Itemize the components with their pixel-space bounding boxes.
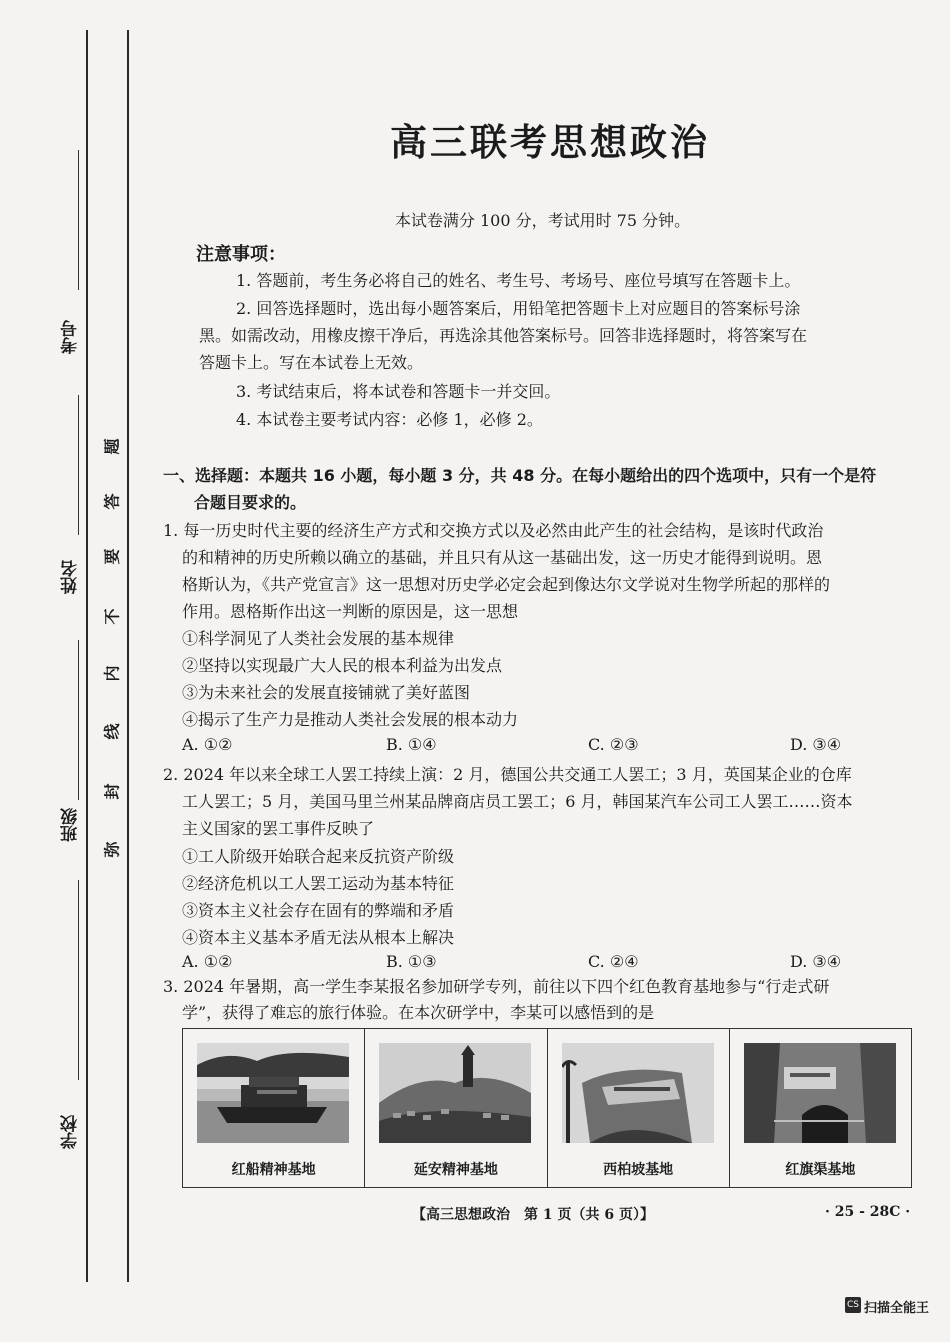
q2-option-b[interactable]: B. ①③ — [386, 952, 437, 971]
q3-image-cell — [730, 1029, 911, 1187]
q1-option-b[interactable]: B. ①④ — [386, 735, 437, 754]
name-line — [78, 395, 79, 535]
section-heading: 一、选择题：本题共 16 小题，每小题 3 分，共 48 分。在每小题给出的四个选项中，只有一个是符 — [163, 466, 877, 485]
q1-stem: 的和精神的历史所赖以确立的基础，并且只有从这一基础出发，这一历史才能得到说明。恩 — [182, 548, 823, 567]
seal-warning-char: 封 — [102, 783, 122, 800]
q1-option-a[interactable]: A. ①② — [182, 735, 233, 754]
red-boat-photo-icon — [197, 1043, 349, 1143]
q3-stem: 3. 2024 年暑期，高一学生李某报名参加研学专列，前往以下四个红色教育基地参与“行走式研 — [163, 977, 830, 996]
name-label: 姓名 — [61, 560, 81, 594]
q3-image-caption: 延安精神基地 — [413, 1162, 498, 1178]
q1-item: ④揭示了生产力是推动人类社会发展的根本动力 — [182, 710, 519, 729]
notice-line: 4. 本试卷主要考试内容：必修 1，必修 2。 — [236, 410, 543, 429]
notice-line: 2. 回答选择题时，选出每小题答案后，用铅笔把答题卡上对应题目的答案标号涂 — [236, 299, 801, 318]
q1-item: ②坚持以实现最广大人民的根本利益为出发点 — [182, 656, 503, 675]
seal-warning-char: 题 — [102, 438, 122, 455]
q2-option-d[interactable]: D. ③④ — [790, 952, 842, 971]
notice-line: 答题卡上。写在本试卷上无效。 — [199, 353, 424, 372]
seal-warning-char: 弥 — [102, 841, 122, 858]
seal-warning-char: 要 — [102, 548, 122, 565]
q3-image-cell — [183, 1029, 365, 1187]
seal-warning-char: 线 — [102, 723, 122, 740]
xibaipo-stone-photo-icon — [562, 1043, 714, 1143]
q2-item: ②经济危机以工人罢工运动为基本特征 — [182, 874, 455, 893]
q3-image-caption: 红船精神基地 — [231, 1162, 316, 1178]
q2-item: ①工人阶级开始联合起来反抗资产阶级 — [182, 847, 455, 866]
q2-stem: 工人罢工；5 月，美国马里兰州某品牌商店员工罢工；6 月，韩国某汽车公司工人罢工……资本 — [182, 792, 853, 811]
yanan-pagoda-photo-icon — [379, 1043, 531, 1143]
scanner-watermark: 扫描全能王 — [864, 1301, 930, 1316]
q3-image-strip — [182, 1028, 912, 1188]
notice-heading: 注意事项： — [196, 244, 286, 265]
q1-options — [182, 735, 862, 761]
q2-option-a[interactable]: A. ①② — [182, 952, 233, 971]
q2-item: ③资本主义社会存在固有的弊端和矛盾 — [182, 901, 455, 920]
q2-stem: 主义国家的罢工事件反映了 — [182, 819, 375, 838]
page-title: 高三联考思想政治 — [390, 121, 710, 164]
notice-line: 1. 答题前，考生务必将自己的姓名、考生号、考场号、座位号填写在答题卡上。 — [236, 271, 801, 290]
q1-item: ③为未来社会的发展直接铺就了美好蓝图 — [182, 683, 471, 702]
q3-image-caption: 西柏坡基地 — [603, 1162, 674, 1178]
section-heading-cont: 合题目要求的。 — [194, 493, 307, 512]
q1-option-c[interactable]: C. ②③ — [588, 735, 639, 754]
q3-stem: 学”，获得了难忘的旅行体验。在本次研学中，李某可以感悟到的是 — [182, 1003, 655, 1022]
q3-image-cell — [548, 1029, 730, 1187]
q1-option-d[interactable]: D. ③④ — [790, 735, 842, 754]
q1-stem: 1. 每一历史时代主要的经济生产方式和交换方式以及必然由此产生的社会结构，是该时代政治 — [163, 521, 824, 540]
class-label: 班级 — [61, 808, 81, 842]
q3-image-caption: 红旗渠基地 — [785, 1162, 856, 1178]
school-label: 学校 — [61, 1115, 81, 1149]
q3-image-cell — [365, 1029, 547, 1187]
q1-stem: 作用。恩格斯作出这一判断的原因是，这一思想 — [182, 602, 519, 621]
notice-line: 黑。如需改动，用橡皮擦干净后，再选涂其他答案标号。回答非选择题时，将答案写在 — [199, 326, 808, 345]
exam-info: 本试卷满分 100 分，考试用时 75 分钟。 — [394, 211, 691, 230]
exam-number-label: 考号 — [61, 320, 81, 354]
seal-warning-char: 答 — [102, 493, 122, 510]
seal-warning-char: 不 — [102, 608, 122, 625]
q1-stem: 格斯认为，《共产党宣言》这一思想对历史学必定会起到像达尔文学说对生物学所起的那样的 — [182, 575, 831, 594]
notice-line: 3. 考试结束后，将本试卷和答题卡一并交回。 — [236, 382, 561, 401]
q1-item: ①科学洞见了人类社会发展的基本规律 — [182, 629, 455, 648]
school-line — [78, 880, 79, 1080]
scanner-logo-icon: CS — [845, 1297, 861, 1313]
q2-item: ④资本主义基本矛盾无法从根本上解决 — [182, 928, 455, 947]
paper-code: · 25 - 28C · — [825, 1204, 911, 1220]
q2-stem: 2. 2024 年以来全球工人罢工持续上演：2 月，德国公共交通工人罢工；3 月，英国某企业的仓库 — [163, 765, 852, 784]
page-number: 【高三思想政治 第 1 页（共 6 页）】 — [412, 1207, 654, 1223]
hongqi-canal-photo-icon — [744, 1043, 896, 1143]
class-line — [78, 640, 79, 800]
seal-warning-char: 内 — [102, 665, 122, 682]
q2-option-c[interactable]: C. ②④ — [588, 952, 639, 971]
